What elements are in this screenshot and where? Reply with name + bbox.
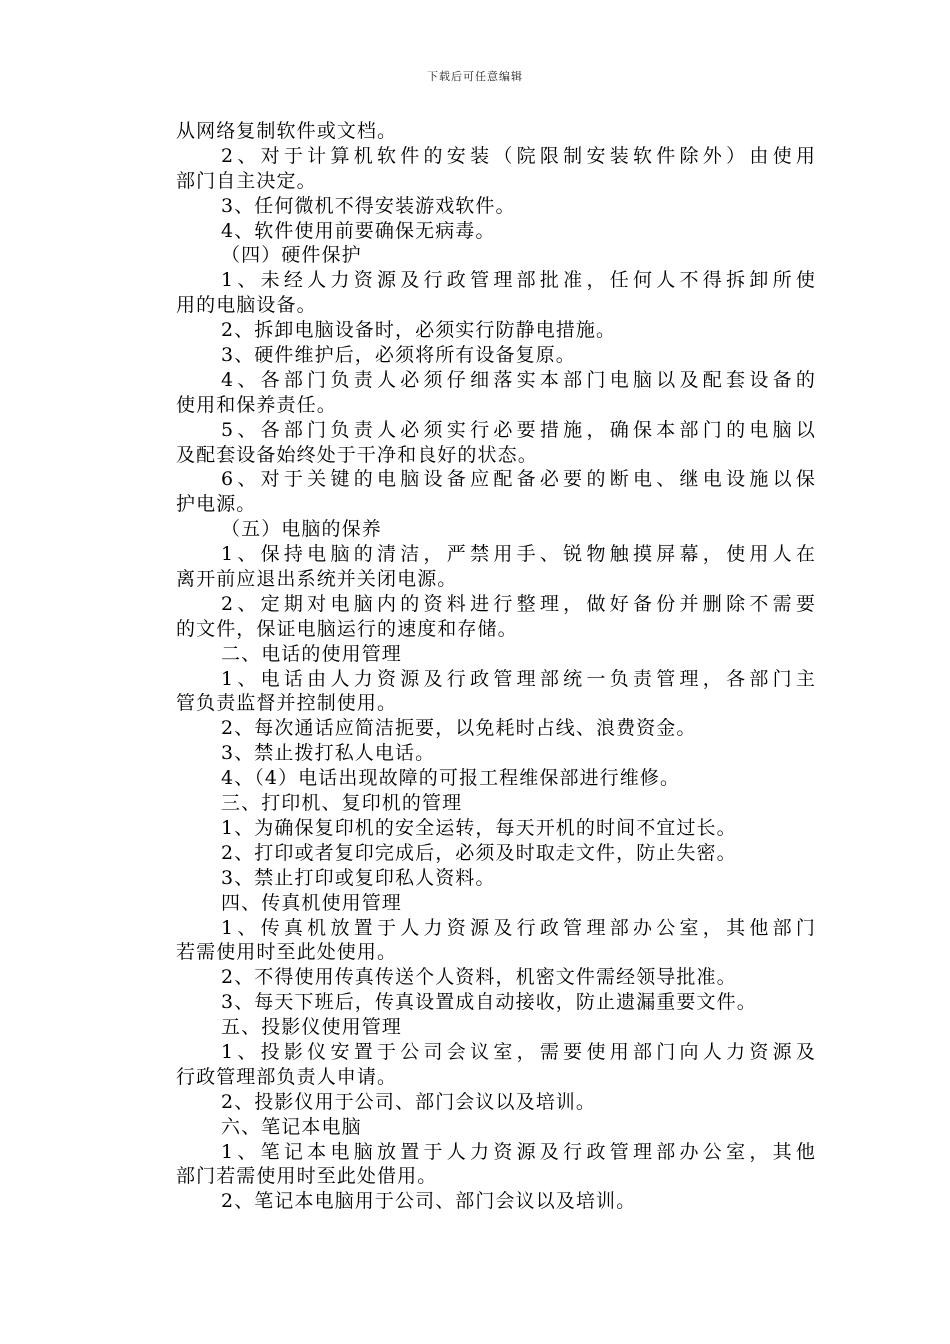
paragraph-line: 护电源。 bbox=[176, 493, 257, 516]
paragraph-line: 使用和保养责任。 bbox=[176, 393, 337, 416]
paragraph-line: 1、笔记本电脑放置于人力资源及行政管理部办公室，其他 bbox=[221, 1140, 816, 1163]
paragraph-line: 2、拆卸电脑设备时，必须实行防静电措施。 bbox=[221, 319, 617, 342]
paragraph-line: 及配套设备始终处于干净和良好的状态。 bbox=[176, 443, 538, 466]
section-heading: 四、传真机使用管理 bbox=[221, 891, 402, 914]
paragraph-line: 2、打印或者复印完成后，必须及时取走文件，防止失密。 bbox=[221, 841, 737, 864]
paragraph-line: 部门自主决定。 bbox=[176, 169, 317, 192]
paragraph-line: 2、投影仪用于公司、部门会议以及培训。 bbox=[221, 1090, 596, 1113]
paragraph-line: 的文件，保证电脑运行的速度和存储。 bbox=[176, 617, 518, 640]
section-heading: （四）硬件保护 bbox=[221, 244, 362, 267]
paragraph-line: 1、传真机放置于人力资源及行政管理部办公室，其他部门 bbox=[221, 916, 816, 939]
paragraph-line: 2、笔记本电脑用于公司、部门会议以及培训。 bbox=[221, 1190, 637, 1213]
paragraph-line: 2、不得使用传真传送个人资料，机密文件需经领导批准。 bbox=[221, 966, 737, 989]
paragraph-line: 1、电话由人力资源及行政管理部统一负责管理，各部门主 bbox=[221, 667, 816, 690]
paragraph-line: 用的电脑设备。 bbox=[176, 294, 317, 317]
paragraph-line: 1、保持电脑的清洁，严禁用手、锐物触摸屏幕，使用人在 bbox=[221, 543, 816, 566]
paragraph-line: 6、对于关键的电脑设备应配备必要的断电、继电设施以保 bbox=[221, 468, 816, 491]
paragraph-line: 1、为确保复印机的安全运转，每天开机的时间不宜过长。 bbox=[221, 816, 737, 839]
document-body bbox=[176, 119, 816, 1214]
paragraph-line: 若需使用时至此处使用。 bbox=[176, 941, 398, 964]
paragraph-line: 管负责监督并控制使用。 bbox=[176, 692, 398, 715]
paragraph-line: 部门若需使用时至此处借用。 bbox=[176, 1165, 438, 1188]
section-heading: 二、电话的使用管理 bbox=[221, 642, 402, 665]
paragraph-line: 3、硬件维护后，必须将所有设备复原。 bbox=[221, 344, 576, 367]
paragraph-line: 2、每次通话应简洁扼要，以免耗时占线、浪费资金。 bbox=[221, 717, 697, 740]
paragraph-line: 3、任何微机不得安装游戏软件。 bbox=[221, 194, 516, 217]
paragraph-line: 2、对于计算机软件的安装（院限制安装软件除外）由使用 bbox=[221, 144, 816, 167]
paragraph-line: 从网络复制软件或文档。 bbox=[176, 120, 398, 142]
paragraph-line: 4、（4）电话出现故障的可报工程维保部进行维修。 bbox=[221, 767, 681, 790]
page-header: 下载后可任意编辑 bbox=[427, 70, 523, 83]
paragraph-line: 3、每天下班后，传真设置成自动接收，防止遗漏重要文件。 bbox=[221, 991, 757, 1014]
section-heading: 六、笔记本电脑 bbox=[221, 1115, 362, 1138]
section-heading: （五）电脑的保养 bbox=[221, 518, 382, 541]
paragraph-line: 3、禁止打印或复印私人资料。 bbox=[221, 866, 496, 889]
paragraph-line: 离开前应退出系统并关闭电源。 bbox=[176, 568, 458, 591]
section-heading: 三、打印机、复印机的管理 bbox=[221, 792, 463, 815]
paragraph-line: 4、各部门负责人必须仔细落实本部门电脑以及配套设备的 bbox=[221, 368, 816, 391]
section-heading: 五、投影仪使用管理 bbox=[221, 1016, 402, 1039]
paragraph-line: 2、定期对电脑内的资料进行整理，做好备份并删除不需要 bbox=[221, 592, 816, 615]
paragraph-line: 1、未经人力资源及行政管理部批准，任何人不得拆卸所使 bbox=[221, 269, 816, 292]
paragraph-line: 行政管理部负责人申请。 bbox=[176, 1065, 398, 1088]
paragraph-line: 4、软件使用前要确保无病毒。 bbox=[221, 219, 496, 242]
paragraph-line: 3、禁止拨打私人电话。 bbox=[221, 742, 436, 765]
paragraph-line: 5、各部门负责人必须实行必要措施，确保本部门的电脑以 bbox=[221, 418, 816, 441]
paragraph-line: 1、投影仪安置于公司会议室，需要使用部门向人力资源及 bbox=[221, 1040, 816, 1063]
